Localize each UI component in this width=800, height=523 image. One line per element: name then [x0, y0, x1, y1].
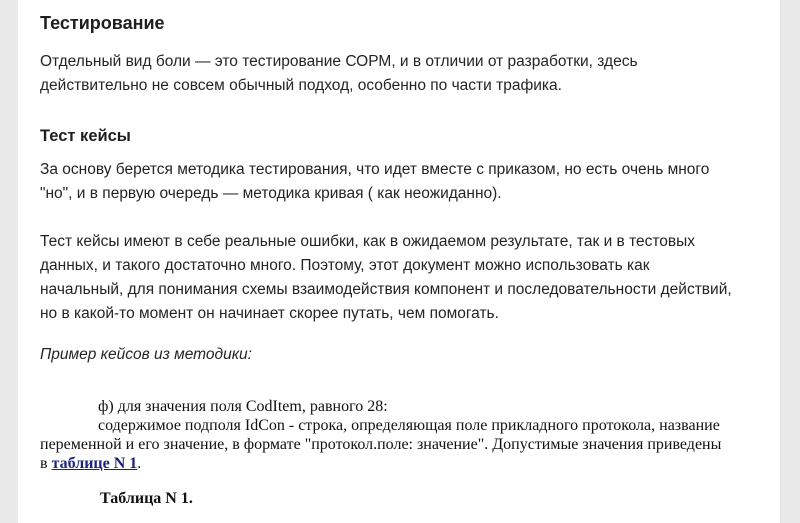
intro-paragraph	[40, 50, 638, 98]
paragraph-line: "но", и в первую очередь — методика кривая ( как неожиданно).	[40, 185, 502, 202]
excerpt-block	[40, 397, 760, 473]
table-1-link[interactable]: таблице N 1	[51, 455, 138, 472]
paragraph-line: начальный, для понимания схемы взаимодействия компонент и последовательности действий,	[40, 281, 732, 298]
intro-line: Отдельный вид боли — это тестирование СОРМ, и в отличии от разработки, здесь	[40, 53, 638, 70]
excerpt-line-with-link	[40, 454, 760, 473]
table-caption: Таблица N 1.	[100, 490, 193, 507]
paragraph-line: но в какой-то момент он начинает скорее путать, чем помогать.	[40, 305, 499, 322]
excerpt-line: содержимое подполя IdCon - строка, определяющая поле прикладного протокола, название	[98, 417, 720, 434]
subsection-title: Тест кейсы	[40, 127, 131, 145]
excerpt-line: ф) для значения поля CodItem, равного 28:	[98, 398, 388, 415]
section-title: Тестирование	[40, 13, 165, 33]
excerpt-prefix: в	[40, 455, 52, 472]
excerpt-suffix: .	[137, 455, 142, 472]
document-page	[18, 0, 780, 523]
paragraph-line: данных, и такого достаточно много. Поэтому, этот документ можно использовать как	[40, 257, 650, 274]
paragraph-line: За основу берется методика тестирования, что идет вместе с приказом, но есть очень много	[40, 161, 710, 178]
paragraph-test-cases	[40, 230, 732, 326]
paragraph-methodology	[40, 158, 709, 206]
excerpt-line: переменной и его значение, в формате "протокол.поле: значение". Допустимые значения приведены	[40, 436, 722, 453]
intro-line: действительно не совсем обычный подход, особенно по части трафика.	[40, 77, 562, 94]
example-heading: Пример кейсов из методики:	[40, 346, 252, 363]
paragraph-line: Тест кейсы имеют в себе реальные ошибки, как в ожидаемом результате, так и в тестовых	[40, 233, 696, 250]
